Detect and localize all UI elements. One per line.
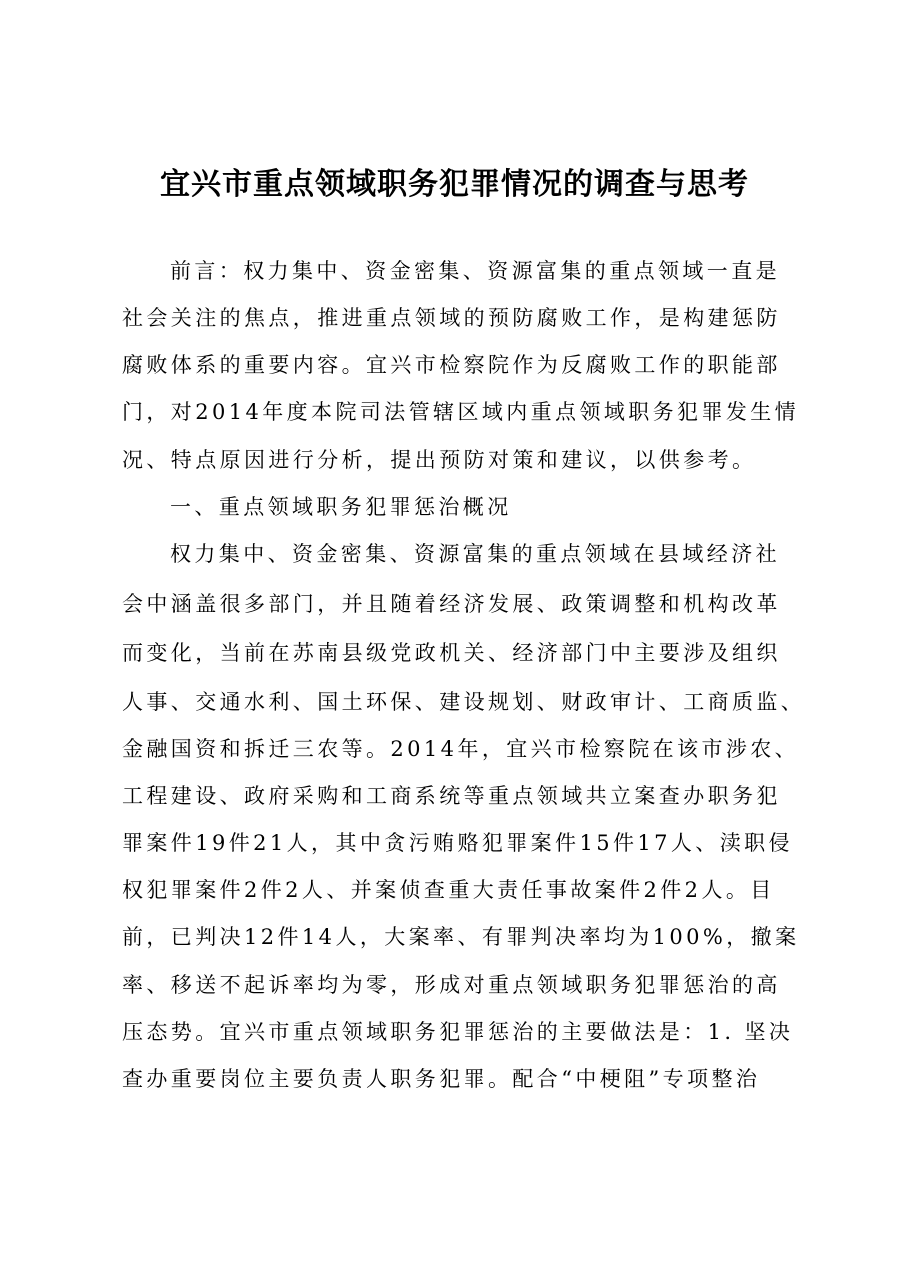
paragraph-line: 工程建设、政府采购和工商系统等重点领域共立案查办职务犯	[122, 784, 781, 808]
section-heading: 一、重点领域职务犯罪惩治概况	[170, 495, 512, 519]
paragraph-line: 权力集中、资金密集、资源富集的重点领域在县域经济社	[170, 542, 780, 566]
paragraph-line: 前，已判决12件14人，大案率、有罪判决率均为100%，撤案	[122, 925, 800, 949]
paragraph-line: 查办重要岗位主要负责人职务犯罪。配合“中梗阻”专项整治	[122, 1067, 761, 1091]
paragraph-line: 况、特点原因进行分析，提出预防对策和建议，以供参考。	[122, 448, 757, 472]
paragraph-line: 人事、交通水利、国土环保、建设规划、财政审计、工商质监、	[122, 690, 806, 714]
paragraph-line: 金融国资和拆迁三农等。2014年，宜兴市检察院在该市涉农、	[122, 737, 800, 761]
paragraph-line: 会中涵盖很多部门，并且随着经济发展、政策调整和机构改革	[122, 592, 781, 616]
paragraph-line: 腐败体系的重要内容。宜兴市检察院作为反腐败工作的职能部	[122, 353, 781, 377]
paragraph-line: 社会关注的焦点，推进重点领域的预防腐败工作，是构建惩防	[122, 306, 781, 330]
paragraph-line: 率、移送不起诉率均为零，形成对重点领域职务犯罪惩治的高	[122, 973, 781, 997]
paragraph-line: 权犯罪案件2件2人、并案侦查重大责任事故案件2件2人。目	[122, 878, 775, 902]
paragraph-line: 压态势。宜兴市重点领域职务犯罪惩治的主要做法是：1. 坚决	[122, 1020, 794, 1044]
document-title: 宜兴市重点领域职务犯罪情况的调查与思考	[160, 167, 749, 202]
paragraph-line: 门，对2014年度本院司法管辖区域内重点领域职务犯罪发生情	[122, 400, 800, 424]
paragraph-line: 前言：权力集中、资金密集、资源富集的重点领域一直是	[170, 259, 780, 283]
paragraph-line: 罪案件19件21人，其中贪污贿赂犯罪案件15件17人、渎职侵	[122, 831, 793, 855]
paragraph-line: 而变化，当前在苏南县级党政机关、经济部门中主要涉及组织	[122, 641, 781, 665]
